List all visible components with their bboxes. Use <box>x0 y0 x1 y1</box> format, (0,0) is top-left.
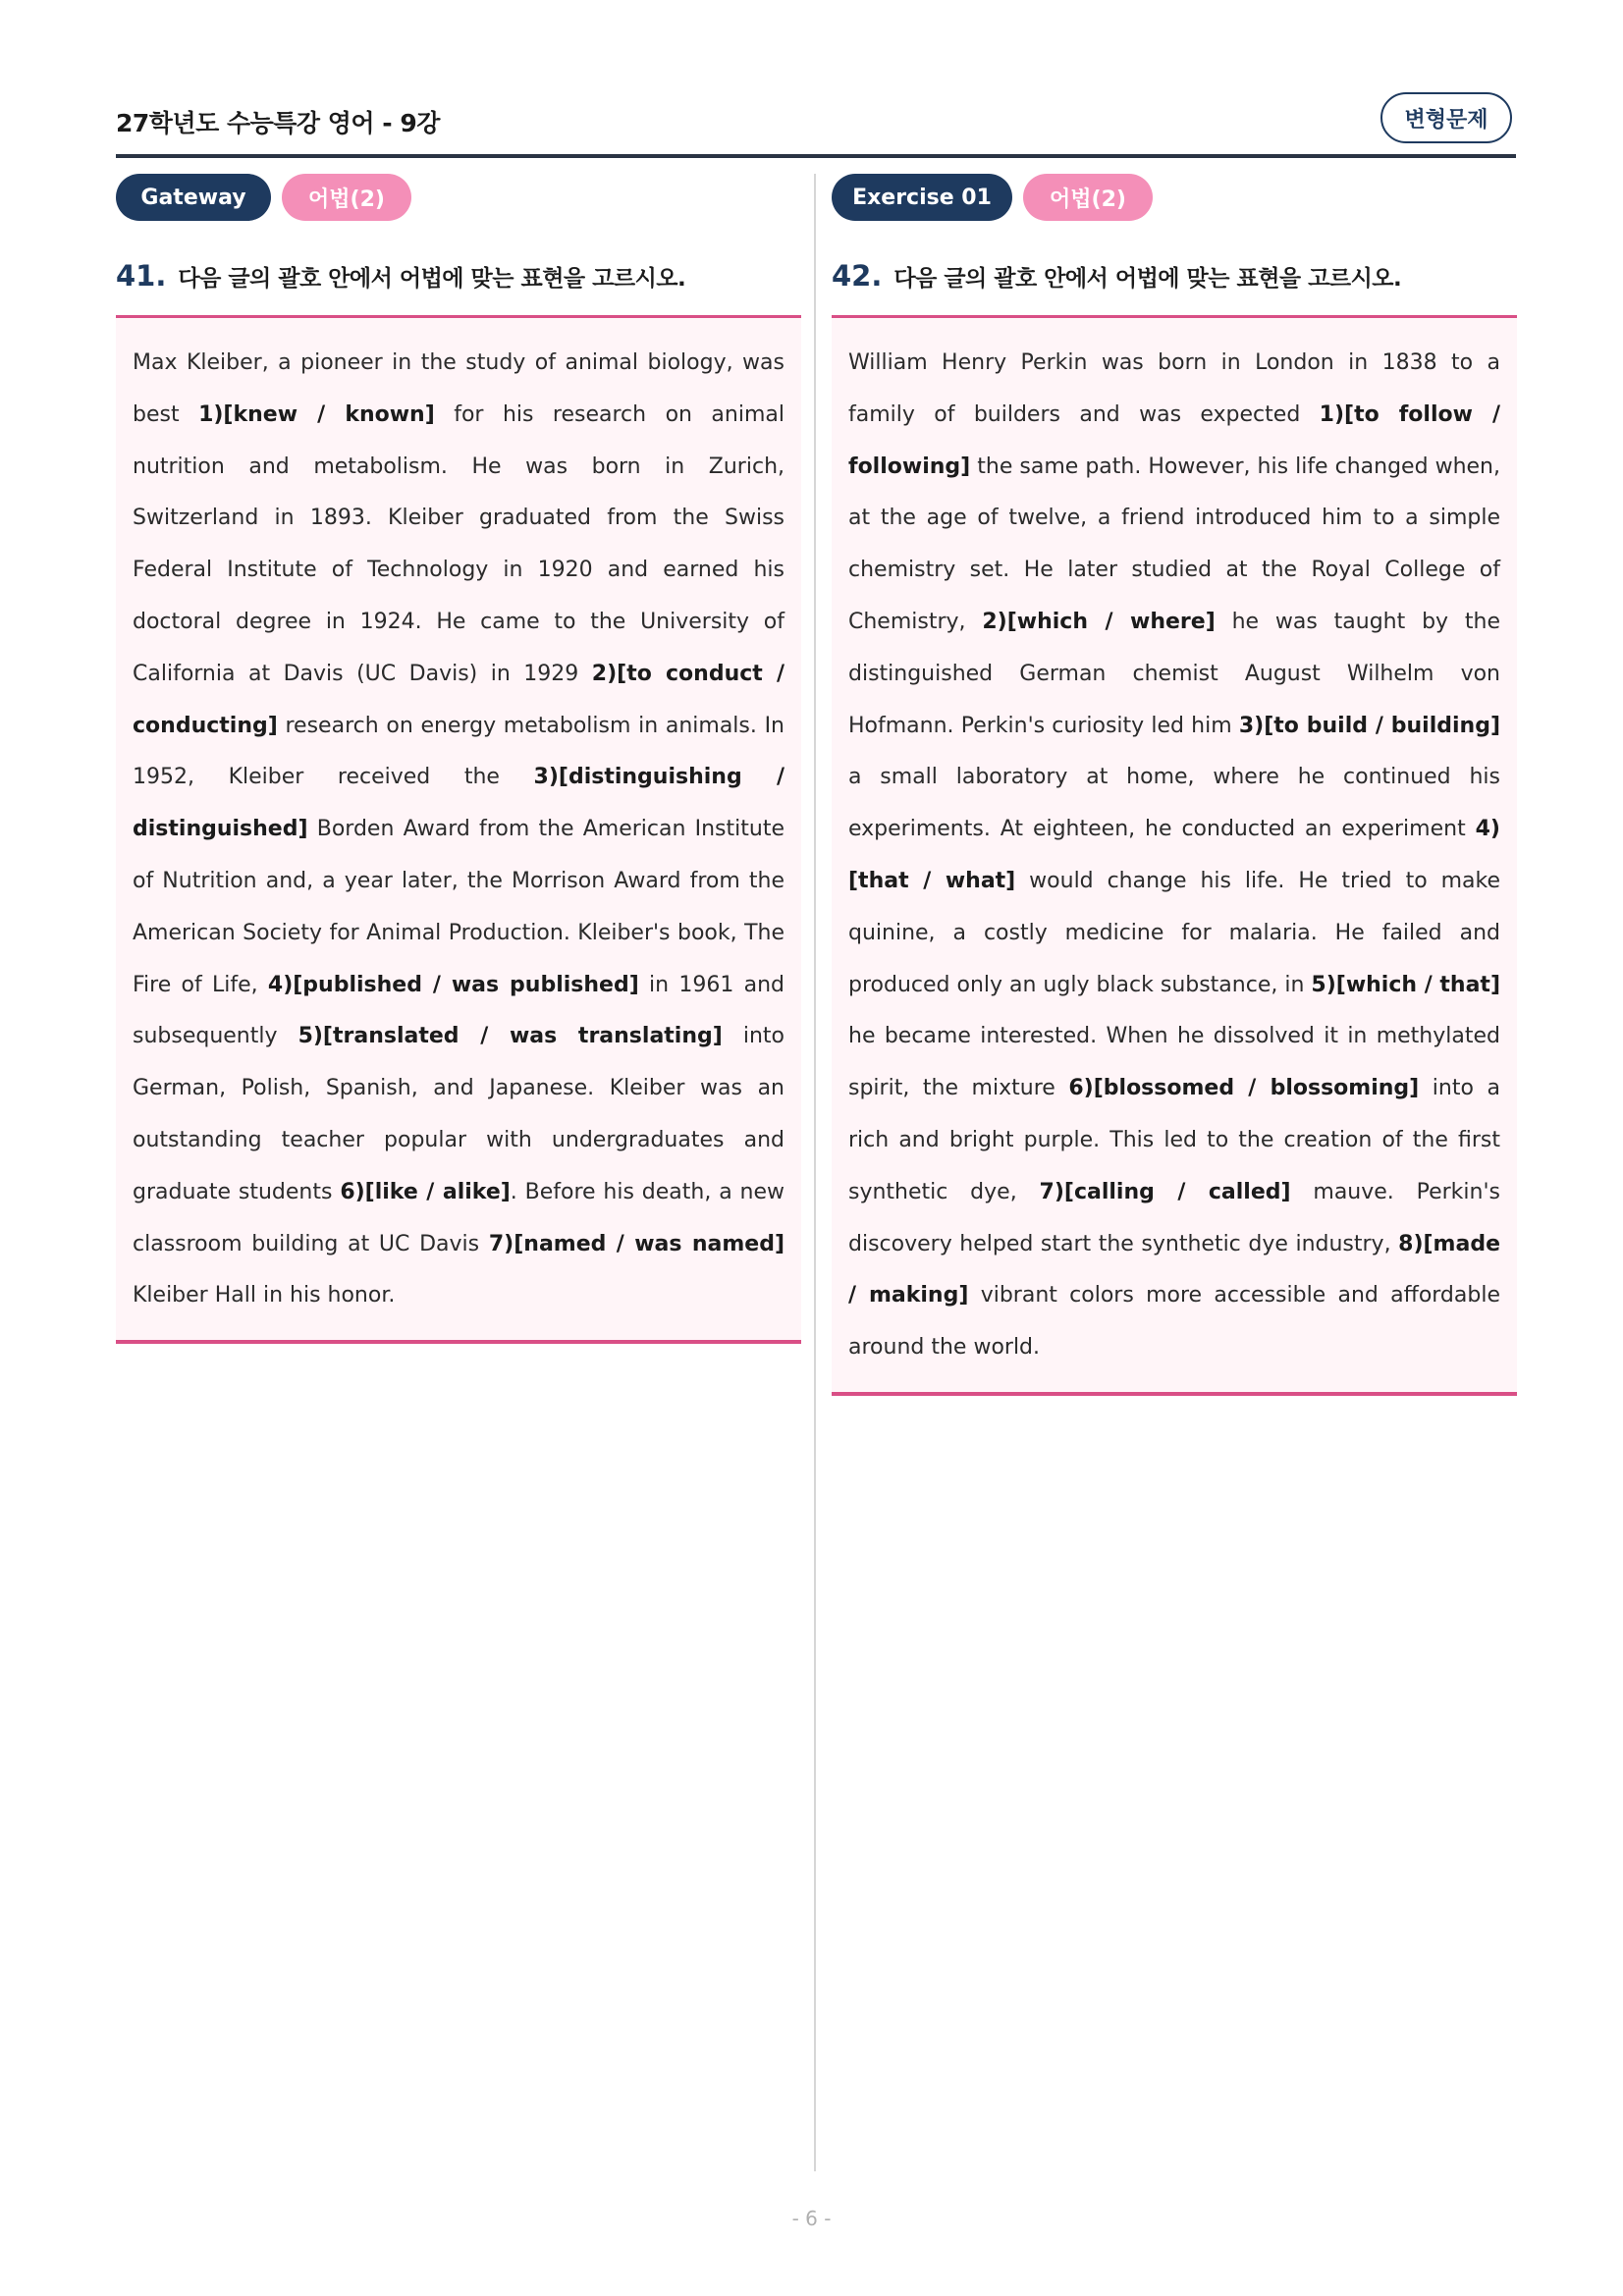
question-41-heading <box>116 259 801 293</box>
passage-text: the same path. However, his life changed when, at the age of twelve, a friend introduced him to a simple chemistry set. He later studied at the Royal College of Chemistry, <box>848 454 1500 634</box>
passage-text: he became interested. When he dissolved it in methylated spirit, the mixture <box>848 1024 1500 1101</box>
page-number: - 6 - <box>791 2207 832 2230</box>
right-category-pills <box>832 174 1517 223</box>
passage-text: mauve. Perkin's discovery helped start the synthetic dye industry, <box>848 1179 1500 1256</box>
answer-choice: 3)[to build / building] <box>1238 713 1501 738</box>
answer-choice: 1)[to follow / following] <box>848 401 1501 479</box>
passage-text: William Henry Perkin was born in London in 1838 to a family of builders and was expected <box>848 350 1500 427</box>
left-column <box>116 174 801 1308</box>
exercise-pill: Exercise 01 <box>832 174 1012 221</box>
passage-text: Kleiber Hall in his honor. <box>133 1283 396 1308</box>
question-instruction: 다음 글의 괄호 안에서 어법에 맞는 표현을 고르시오. <box>893 266 1402 292</box>
passage-text: Max Kleiber, a pioneer in the study of animal biology, was best <box>133 350 784 427</box>
answer-choice: 7)[named / was named] <box>488 1231 785 1256</box>
passage-text: into German, Polish, Spanish, and Japanese. Kleiber was an outstanding teacher popular with undergraduates and graduate students <box>133 1024 784 1204</box>
grammar-pill: 어법(2) <box>1023 174 1153 221</box>
answer-choice: 2)[to conduct / conducting] <box>133 661 785 738</box>
question-number: 41. <box>116 259 167 293</box>
passage-42 <box>848 338 1500 1374</box>
passage-text: for his research on animal nutrition and metabolism. He was born in Zurich, Switzerland in 1893. Kleiber graduated from the Swiss Federal Institute of Technology in 1920 and earned his doctoral degree in 1924. He came to the University of California at Davis (UC Davis) in 1929 <box>133 401 784 686</box>
passage-text: . Before his death, a new classroom building at UC Davis <box>133 1179 784 1256</box>
answer-choice: 2)[which / where] <box>982 609 1216 634</box>
question-42-heading <box>832 259 1517 293</box>
variant-problem-badge: 변형문제 <box>1380 92 1512 143</box>
gateway-pill: Gateway <box>116 174 271 221</box>
passage-text: vibrant colors more accessible and affordable around the world. <box>848 1283 1500 1361</box>
passage-box-41 <box>116 315 801 1344</box>
passage-text: Borden Award from the American Institute of Nutrition and, a year later, the Morrison Award from the American Society for Animal Production. Kleiber's book, The Fire of Life, <box>133 817 784 997</box>
right-column <box>832 174 1517 1361</box>
passage-text: would change his life. He tried to make quinine, a costly medicine for malaria. He failed and produced only an ugly black substance, in <box>848 868 1500 997</box>
passage-text: he was taught by the distinguished German chemist August Wilhelm von Hofmann. Perkin's curiosity led him <box>848 609 1500 738</box>
answer-choice: 1)[knew / known] <box>198 401 435 427</box>
page-title: 27학년도 수능특강 영어 - 9강 <box>116 109 440 137</box>
passage-text: research on energy metabolism in animals. In 1952, Kleiber received the <box>133 713 784 790</box>
question-instruction: 다음 글의 괄호 안에서 어법에 맞는 표현을 고르시오. <box>178 266 686 292</box>
header-divider <box>116 154 1516 158</box>
passage-text: a small laboratory at home, where he continued his experiments. At eighteen, he conducted an experiment <box>848 765 1500 842</box>
answer-choice: 8)[made / making] <box>848 1231 1500 1308</box>
answer-choice: 6)[like / alike] <box>340 1179 511 1204</box>
answer-choice: 3)[distinguishing / distinguished] <box>133 765 784 842</box>
answer-choice: 4)[that / what] <box>848 817 1500 893</box>
left-category-pills <box>116 174 801 223</box>
answer-choice: 5)[which / that] <box>1311 972 1501 997</box>
column-divider <box>814 174 816 2171</box>
answer-choice: 7)[calling / called] <box>1039 1179 1291 1204</box>
passage-41 <box>133 338 784 1322</box>
answer-choice: 4)[published / was published] <box>267 972 639 997</box>
passage-text: in 1961 and subsequently <box>133 972 784 1049</box>
grammar-pill: 어법(2) <box>282 174 411 221</box>
answer-choice: 5)[translated / was translating] <box>298 1024 723 1049</box>
question-number: 42. <box>832 259 883 293</box>
answer-choice: 6)[blossomed / blossoming] <box>1068 1076 1420 1101</box>
passage-text: into a rich and bright purple. This led to the creation of the first synthetic dye, <box>848 1076 1500 1204</box>
passage-box-42 <box>832 315 1517 1396</box>
